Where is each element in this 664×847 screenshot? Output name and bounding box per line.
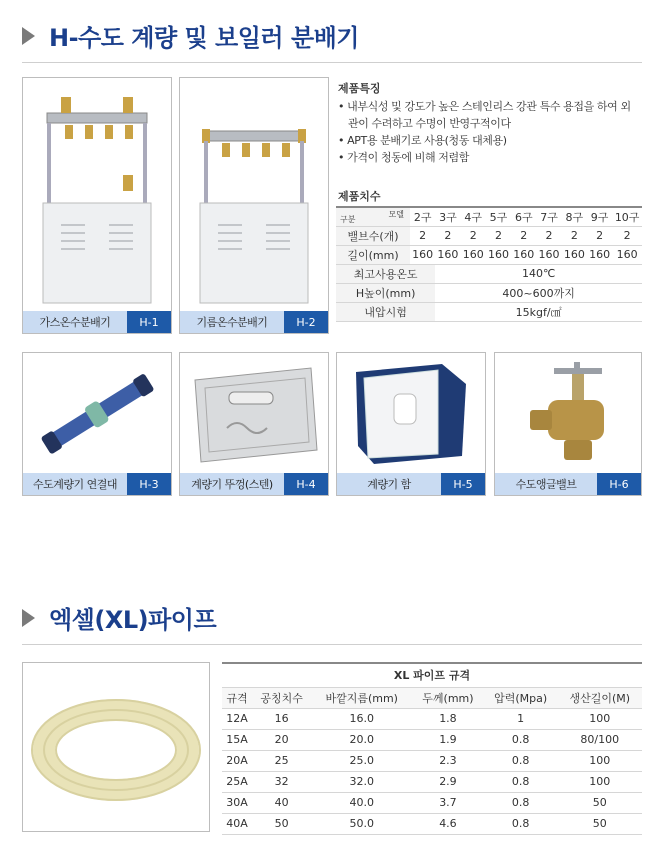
product-card-h6[interactable] xyxy=(494,352,642,496)
table-corner: 모델 구분 xyxy=(336,207,410,226)
model-header: 4구 xyxy=(461,207,486,226)
table-row: 12A 16 16.0 1.8 1 100 xyxy=(222,708,642,729)
features-heading: 제품특징 xyxy=(338,82,381,95)
product-code: H-4 xyxy=(284,473,328,495)
table-row: 25A 32 32.0 2.9 0.8 100 xyxy=(222,771,642,792)
product-name: 계량기 뚜껑(스텐) xyxy=(180,473,284,495)
model-header: 8구 xyxy=(562,207,587,226)
feature-item: • 가격이 청동에 비해 저렴함 xyxy=(338,151,469,164)
product-card-h3[interactable] xyxy=(22,352,172,496)
model-header: 6구 xyxy=(511,207,536,226)
model-header: 2구 xyxy=(410,207,435,226)
table-row: 30A 40 40.0 3.7 0.8 50 xyxy=(222,792,642,813)
model-header: 9구 xyxy=(587,207,612,226)
product-card-h4[interactable] xyxy=(179,352,329,496)
pipe-coil-image xyxy=(31,682,201,812)
meter-cover-image xyxy=(180,353,328,473)
model-header: 7구 xyxy=(536,207,561,226)
xl-pipe-photo xyxy=(22,662,210,832)
table-row: 길이(mm) 160 160 160 160 160 160 160 160 160 xyxy=(336,245,642,264)
product-code: H-3 xyxy=(127,473,171,495)
feature-item: • APT용 분배기로 사용(청동 대체용) xyxy=(338,134,507,147)
product-code: H-6 xyxy=(597,473,641,495)
section-divider xyxy=(22,644,642,645)
product-name: 계량기 함 xyxy=(337,473,441,495)
table-row: 내압시험 15kgf/㎠ xyxy=(336,302,642,321)
model-header: 5구 xyxy=(486,207,511,226)
xl-pipe-table xyxy=(222,662,642,835)
meter-box-image xyxy=(337,353,485,473)
model-header: 10구 xyxy=(612,207,642,226)
table-row: 최고사용온도 140℃ xyxy=(336,264,642,283)
triangle-bullet-icon xyxy=(22,27,35,45)
angle-valve-image xyxy=(495,353,641,473)
product-code: H-2 xyxy=(284,311,328,333)
table-title: XL 파이프 규격 xyxy=(222,663,642,687)
dimensions-table xyxy=(336,206,642,322)
table-row: H높이(mm) 400~600까지 xyxy=(336,283,642,302)
section-title-distributor: H-수도 계량 및 보일러 분배기 xyxy=(22,18,359,53)
table-row: 밸브수(개) 2 2 2 2 2 2 2 2 2 xyxy=(336,226,642,245)
section-divider xyxy=(22,62,642,63)
table-row: 20A 25 25.0 2.3 0.8 100 xyxy=(222,750,642,771)
product-code: H-1 xyxy=(127,311,171,333)
model-header: 3구 xyxy=(435,207,460,226)
product-name: 기름온수분배기 xyxy=(180,311,284,333)
table-row: 40A 50 50.0 4.6 0.8 50 xyxy=(222,813,642,834)
features-list xyxy=(338,98,638,166)
feature-item: • 내부식성 및 강도가 높은 스테인리스 강관 특수 용접을 하여 외관이 수려하고 수명이 반영구적이다 xyxy=(338,100,631,130)
oil-distributor-image xyxy=(180,78,328,311)
product-card-h1[interactable] xyxy=(22,77,172,334)
product-name: 수도앵글밸브 xyxy=(495,473,597,495)
product-card-h5[interactable] xyxy=(336,352,486,496)
product-card-h2[interactable] xyxy=(179,77,329,334)
gas-distributor-image xyxy=(23,78,171,311)
table-row: 15A 20 20.0 1.9 0.8 80/100 xyxy=(222,729,642,750)
product-name: 가스온수분배기 xyxy=(23,311,127,333)
table-header-row: 규격 공칭치수 바깥지름(mm) 두께(mm) 압력(Mpa) 생산길이(M) xyxy=(222,687,642,708)
section-title-xl-pipe: 엑셀(XL)파이프 xyxy=(22,600,216,635)
product-name: 수도계량기 연결대 xyxy=(23,473,127,495)
dimensions-heading: 제품치수 xyxy=(338,190,381,203)
product-code: H-5 xyxy=(441,473,485,495)
triangle-bullet-icon xyxy=(22,609,35,627)
meter-connector-image xyxy=(23,353,171,473)
